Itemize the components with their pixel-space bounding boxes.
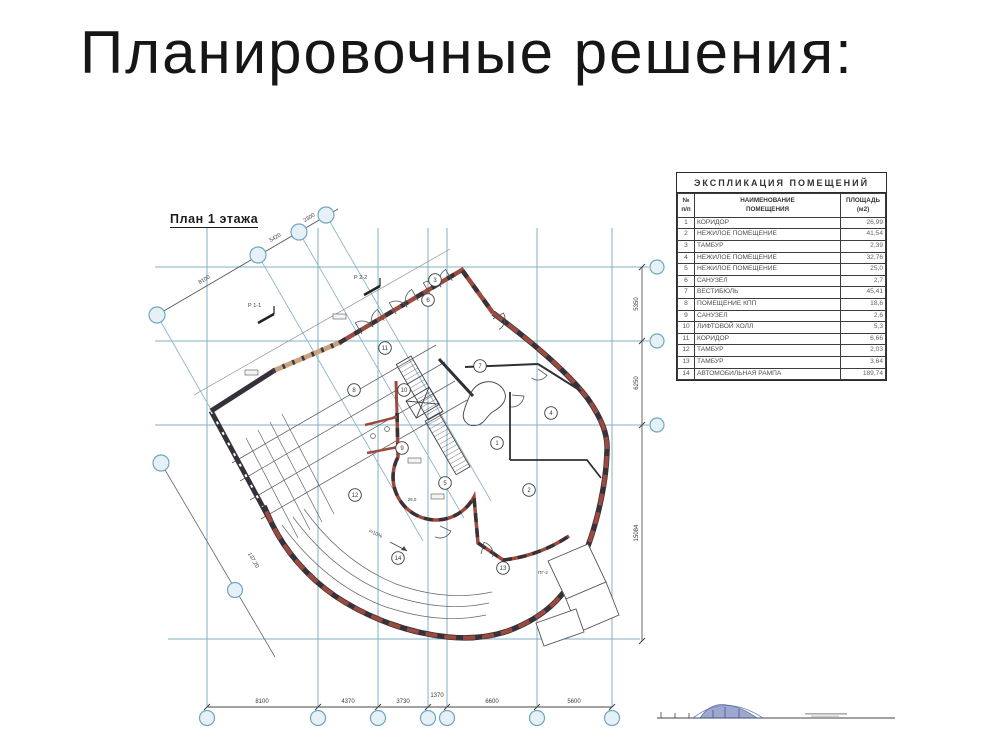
svg-text:1: 1: [495, 441, 499, 448]
table-row: 10 ЛИФТОВОЙ ХОЛЛ 5,3: [678, 322, 886, 334]
svg-text:6: 6: [426, 298, 430, 305]
slope-label: i=10%: [367, 528, 384, 540]
table-header-row: [678, 194, 886, 218]
table-row: 6 САНУЗЕЛ 2,7: [678, 275, 886, 287]
table-row: 14 АВТОМОБИЛЬНАЯ РАМПА 189,74: [678, 368, 886, 380]
bottom-dimension: [204, 693, 615, 710]
table-row: 12 ТАМБУР 2,03: [678, 345, 886, 357]
svg-text:9: 9: [400, 446, 404, 453]
table-row: 3 ТАМБУР 2,39: [678, 241, 886, 253]
room-marker: [429, 274, 442, 287]
table-title: ЭКСПЛИКАЦИЯ ПОМЕЩЕНИЙ: [677, 173, 886, 193]
svg-text:12: 12: [351, 493, 359, 500]
curved-partition-blob: [463, 382, 505, 426]
svg-text:8: 8: [352, 388, 356, 395]
room-marker: [392, 552, 405, 565]
room-marker: [439, 477, 452, 490]
room-marker: [348, 384, 361, 397]
dim-left-diagonal: 137,20: [246, 551, 260, 570]
svg-text:11: 11: [381, 346, 389, 353]
room-marker: [545, 407, 558, 420]
door-swings: [355, 269, 547, 557]
column-header-name: НАИМЕНОВАНИЕ ПОМЕЩЕНИЯ: [695, 194, 841, 218]
ramp-slope-annotation: [368, 528, 407, 551]
table-row: 1 КОРИДОР 26,99: [678, 217, 886, 229]
illegible-text-strip: [811, 716, 839, 717]
svg-text:Р 2-2: Р 2-2: [354, 275, 368, 281]
room-marker: [523, 484, 536, 497]
dim-top-3: 2300: [302, 212, 317, 224]
svg-text:14: 14: [394, 556, 402, 563]
dim-right-1: 5350: [634, 297, 640, 311]
room-marker: [349, 489, 362, 502]
dim-bottom-4: 1370: [430, 693, 444, 699]
wall-tag-label: ПГ-2: [538, 570, 548, 575]
illegible-text-strip: [805, 713, 847, 715]
svg-text:2: 2: [527, 488, 531, 495]
section-mark-2: [354, 275, 380, 295]
dim-bottom-1: 8100: [255, 699, 269, 705]
dim-top-1: 8100: [197, 274, 212, 286]
room-marker: [396, 442, 409, 455]
elevation-sketch: [645, 695, 915, 740]
room-area-label: 25,0: [407, 497, 417, 502]
svg-text:3: 3: [433, 278, 437, 285]
column-header-area: ПЛОЩАДЬ (м2): [841, 194, 886, 218]
table-row: 5 НЕЖИЛОЕ ПОМЕЩЕНИЕ 25,0: [678, 264, 886, 276]
curved-wall-red: [264, 313, 607, 638]
svg-text:7: 7: [478, 364, 482, 371]
table-row: 9 САНУЗЕЛ 2,6: [678, 310, 886, 322]
dim-right-3: 15084: [634, 524, 640, 542]
dim-bottom-5: 6600: [485, 699, 499, 705]
top-diagonal-dimension: [154, 209, 338, 320]
dim-bottom-3: 3730: [396, 699, 410, 705]
ramp-curved-lanes: [282, 509, 492, 619]
room-marker: [379, 342, 392, 355]
room-marker: [497, 562, 510, 575]
floor-plan-label: План 1 этажа: [170, 212, 259, 226]
ramp-straight-lanes: [246, 414, 334, 538]
room-explication-table: [676, 172, 887, 381]
room-marker: [474, 360, 487, 373]
svg-text:13: 13: [499, 566, 507, 573]
table-row: 11 КОРИДОР 6,66: [678, 333, 886, 345]
room-marker: [491, 437, 504, 450]
svg-text:5: 5: [443, 481, 447, 488]
room-marker: [398, 384, 411, 397]
slide-title: Планировочные решения:: [80, 19, 854, 86]
svg-text:Р 1-1: Р 1-1: [248, 303, 262, 309]
svg-text:4: 4: [549, 411, 553, 418]
dome-shape: [700, 705, 757, 718]
floor-plan-drawing: [140, 195, 670, 740]
dim-right-2: 6250: [634, 376, 640, 390]
table-row: 4 НЕЖИЛОЕ ПОМЕЩЕНИЕ 32,76: [678, 252, 886, 264]
room-marker: [422, 294, 435, 307]
section-mark-1: [248, 303, 274, 323]
table-row: 13 ТАМБУР 3,64: [678, 357, 886, 369]
axis-marker-circles: [149, 207, 664, 726]
staircase-flight-2: [425, 413, 470, 475]
column-header-num: № п/п: [678, 194, 695, 218]
right-dimension: [634, 264, 645, 644]
table-row: 2 НЕЖИЛОЕ ПОМЕЩЕНИЕ 41,54: [678, 229, 886, 241]
left-diagonal-dimension: [161, 463, 275, 657]
building-inner-wall: [365, 381, 569, 563]
dim-bottom-6: 5600: [567, 699, 581, 705]
table-row: 8 ПОМЕЩЕНИЕ КПП 18,6: [678, 299, 886, 311]
table-row: 7 ВЕСТИБЮЛЬ 45,41: [678, 287, 886, 299]
dim-top-2: 5420: [268, 232, 283, 244]
svg-text:10: 10: [400, 388, 408, 395]
dim-bottom-2: 4370: [341, 699, 355, 705]
exterior-annex: [536, 544, 619, 646]
